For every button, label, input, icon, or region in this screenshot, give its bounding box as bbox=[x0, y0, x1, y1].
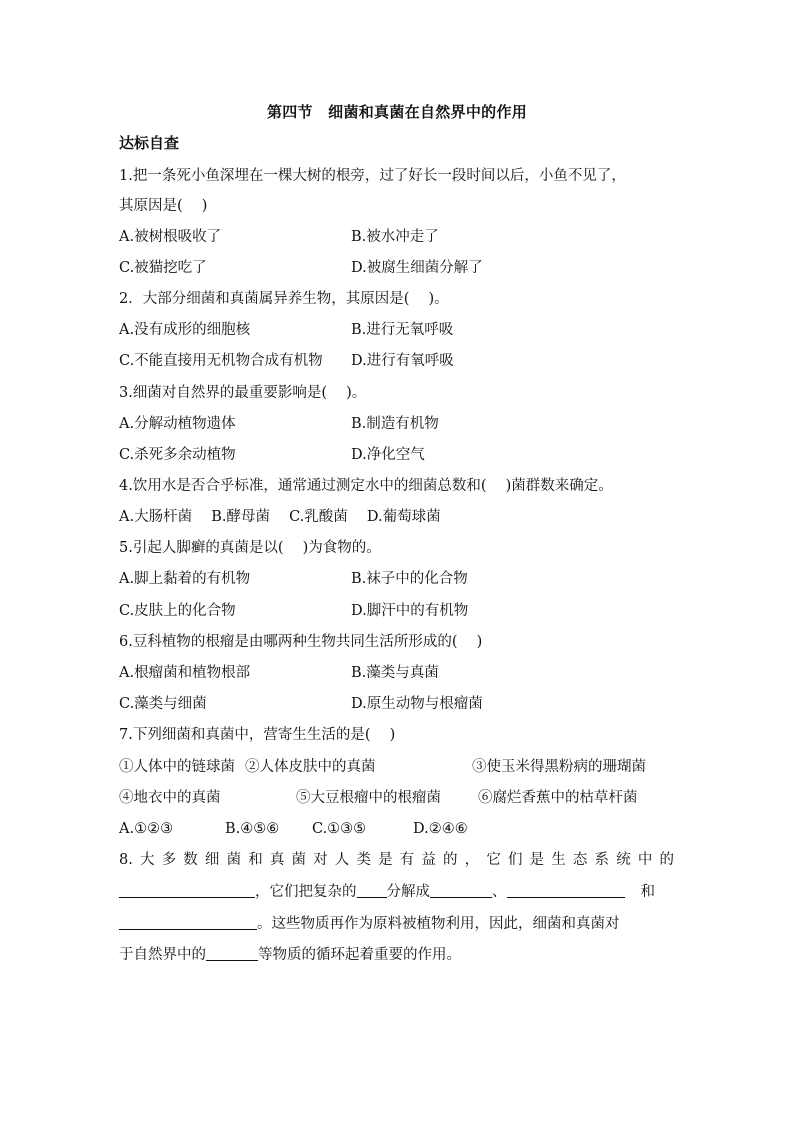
q1-stem-line2: 其原因是( ) bbox=[119, 198, 208, 214]
q1-stem-line1: 1.把一条死小鱼深埋在一棵大树的根旁，过了好长一段时间以后，小鱼不见了， bbox=[119, 168, 626, 184]
q3-option-a: A.分解动植物遗体 bbox=[119, 416, 236, 432]
q7-item-1: ①人体中的链球菌 bbox=[119, 759, 235, 775]
q2-stem: 2．大部分细菌和真菌属异养生物，其原因是( )。 bbox=[119, 291, 449, 307]
q8-blank-5[interactable] bbox=[119, 913, 257, 930]
q6-option-a: A.根瘤菌和植物根部 bbox=[119, 665, 251, 681]
q7-option-a: A.①②③ bbox=[119, 821, 174, 837]
q6-option-d: D.原生动物与根瘤菌 bbox=[351, 696, 483, 712]
q8-blank-3[interactable] bbox=[430, 881, 492, 898]
q8-blank-2[interactable] bbox=[357, 881, 387, 898]
q7-item-4: ④地衣中的真菌 bbox=[119, 790, 221, 806]
q8-text-2a: ，它们把复杂的 bbox=[255, 884, 357, 900]
q3-stem: 3.细菌对自然界的最重要影响是( )。 bbox=[119, 385, 367, 401]
q8-line2 bbox=[119, 881, 655, 902]
q3-option-d: D.净化空气 bbox=[351, 447, 425, 463]
q5-option-c: C.皮肤上的化合物 bbox=[119, 603, 236, 619]
q8-text-2b: 分解成 bbox=[386, 884, 430, 900]
q6-option-c: C.藻类与细菌 bbox=[119, 696, 207, 712]
q7-stem: 7.下列细菌和真菌中，营寄生生活的是( ) bbox=[119, 727, 396, 743]
q5-option-a: A.脚上黏着的有机物 bbox=[119, 571, 251, 587]
q7-item-5: ⑤大豆根瘤中的根瘤菌 bbox=[296, 790, 441, 806]
q8-line3 bbox=[119, 913, 620, 934]
q8-text-3a: 。这些物质再作为原料被植物利用，因此，细菌和真菌对 bbox=[257, 916, 620, 932]
q8-text-2d: 和 bbox=[640, 884, 655, 900]
q8-text-4b: 等物质的循环起着重要的作用。 bbox=[258, 947, 461, 963]
q7-option-c: C.①③⑤ bbox=[312, 821, 367, 837]
q5-option-b: B.袜子中的化合物 bbox=[351, 571, 468, 587]
q8-blank-4[interactable] bbox=[507, 881, 625, 898]
q7-option-b: B.④⑤⑥ bbox=[225, 821, 280, 837]
q8-line4 bbox=[119, 944, 461, 965]
q8-blank-6[interactable] bbox=[206, 944, 258, 961]
q1-option-c: C.被猫挖吃了 bbox=[119, 260, 207, 276]
q6-option-b: B.藻类与真菌 bbox=[351, 665, 439, 681]
q2-option-b: B.进行无氧呼吸 bbox=[351, 322, 454, 338]
q4-stem: 4.饮用水是否合乎标准，通常通过测定水中的细菌总数和( )菌群数来确定。 bbox=[119, 478, 613, 494]
q3-option-c: C.杀死多余动植物 bbox=[119, 447, 236, 463]
q2-option-c: C.不能直接用无机物合成有机物 bbox=[119, 353, 323, 369]
page-title: 第四节 细菌和真菌在自然界中的作用 bbox=[266, 103, 528, 121]
q1-option-d: D.被腐生细菌分解了 bbox=[351, 260, 483, 276]
q1-option-b: B.被水冲走了 bbox=[351, 229, 439, 245]
q3-option-b: B.制造有机物 bbox=[351, 416, 439, 432]
q7-item-2: ②人体皮肤中的真菌 bbox=[245, 759, 376, 775]
q8-text-2c: 、 bbox=[492, 884, 507, 900]
q7-item-3: ③使玉米得黑粉病的珊瑚菌 bbox=[472, 759, 646, 775]
q5-option-d: D.脚汗中的有机物 bbox=[351, 603, 469, 619]
section-heading: 达标自查 bbox=[119, 134, 180, 152]
q1-option-a: A.被树根吸收了 bbox=[119, 229, 222, 245]
q7-item-6: ⑥腐烂香蕉中的枯草杆菌 bbox=[478, 790, 638, 806]
q4-options: A.大肠杆菌 B.酵母菌 C.乳酸菌 D.葡萄球菌 bbox=[119, 509, 441, 525]
q6-stem: 6.豆科植物的根瘤是由哪两种生物共同生活所形成的( ) bbox=[119, 634, 483, 650]
q2-option-d: D.进行有氧呼吸 bbox=[351, 353, 454, 369]
q8-blank-1[interactable] bbox=[119, 881, 255, 898]
q5-stem: 5.引起人脚癣的真菌是以( )为食物的。 bbox=[119, 540, 381, 556]
q2-option-a: A.没有成形的细胞核 bbox=[119, 322, 251, 338]
q8-line1: 8.大多数细菌和真菌对人类是有益的，它们是生态系统中的 bbox=[119, 852, 674, 868]
q8-text-4a: 于自然界中的 bbox=[119, 947, 206, 963]
q7-option-d: D.②④⑥ bbox=[413, 821, 468, 837]
